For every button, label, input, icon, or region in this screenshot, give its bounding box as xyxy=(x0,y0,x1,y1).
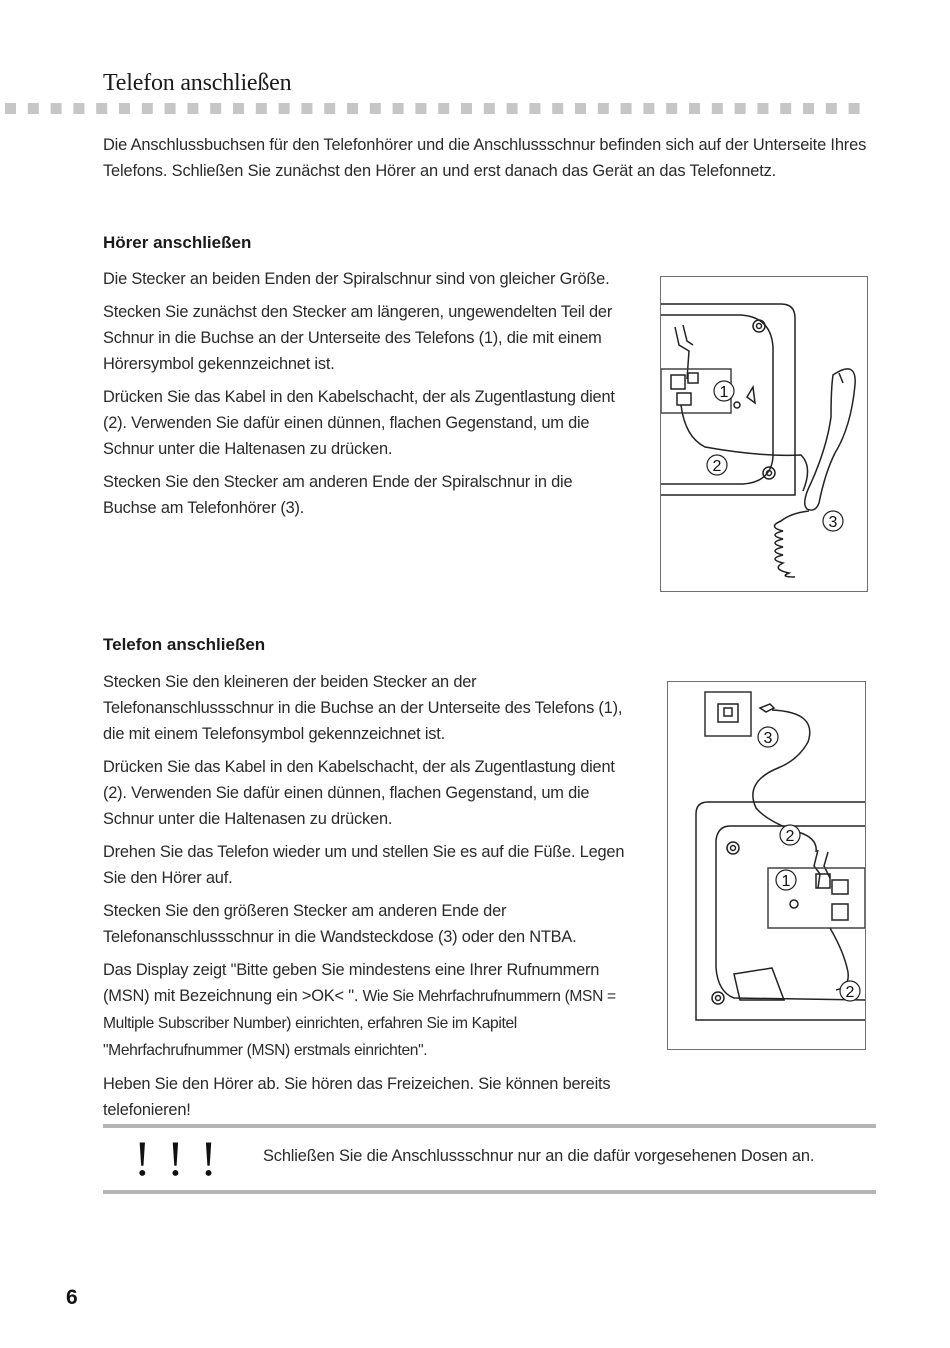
separator-square xyxy=(51,103,62,114)
figure-label-jack: 1 xyxy=(781,873,791,890)
handset-connection-figure xyxy=(660,276,868,592)
separator-square xyxy=(529,103,540,114)
separator-square xyxy=(256,103,267,114)
phone-paragraph-5 xyxy=(103,957,633,1064)
handset-paragraph-4: Stecken Sie den Stecker am anderen Ende der Spiralschnur in die Buchse am Telefonhörer (3). xyxy=(103,473,573,517)
warning-exclamation-icon: ! ! ! xyxy=(134,1130,219,1186)
phone-paragraph-4: Stecken Sie den größeren Stecker am anderen Ende der Telefonanschlussschnur in die Wandsteckdose (3) oder den NTBA. xyxy=(103,902,577,946)
separator-square xyxy=(507,103,518,114)
section-heading-handset: Hörer anschließen xyxy=(103,233,252,252)
separator-square xyxy=(461,103,472,114)
section-phone-text xyxy=(103,669,633,1130)
figure-label-3: 3 xyxy=(828,514,838,531)
separator-square xyxy=(393,103,404,114)
separator-square xyxy=(96,103,107,114)
separator-square xyxy=(324,103,335,114)
phone-paragraph-1: Stecken Sie den kleineren der beiden Stecker an der Telefonanschlussschnur in die Buchse an der Unterseite des Telefons (1), die mit einem Telefonsymbol gekennzeichnet ist. xyxy=(103,673,623,743)
intro-paragraph: Die Anschlussbuchsen für den Telefonhörer und die Anschlussschnur befinden sich auf der Unterseite Ihres Telefons. Schließen Sie zunächst den Hörer an und erst danach das Gerät an das Telefonnetz. xyxy=(103,136,867,180)
separator-square xyxy=(142,103,153,114)
separator-square xyxy=(165,103,176,114)
separator-square xyxy=(552,103,563,114)
phone-paragraph-2: Drücken Sie das Kabel in den Kabelschacht, der als Zugentlastung dient (2). Verwenden Sie dafür einen dünnen, flachen Gegenstand, um die Schnur unter die Haltenasen zu drücken. xyxy=(103,758,615,828)
separator-square xyxy=(347,103,358,114)
handset-paragraph-2: Stecken Sie zunächst den Stecker am längeren, ungewendelten Teil der Schnur in die Buchse an der Unterseite des Telefons (1), die mit einem Hörersymbol gekennzeichnet ist. xyxy=(103,303,613,373)
notice-rule-top xyxy=(103,1124,876,1128)
separator-square xyxy=(803,103,814,114)
section-handset-text xyxy=(103,266,628,528)
separator-square xyxy=(666,103,677,114)
figure-label-socket: 3 xyxy=(763,730,773,747)
figure-label-channel-top: 2 xyxy=(785,828,795,845)
separator-square xyxy=(780,103,791,114)
separator-square xyxy=(575,103,586,114)
handset-illustration xyxy=(661,277,867,591)
phone-paragraph-6: Heben Sie den Hörer ab. Sie hören das Freizeichen. Sie können bereits telefonieren! xyxy=(103,1075,611,1119)
separator-square xyxy=(484,103,495,114)
separator-square xyxy=(689,103,700,114)
separator-square xyxy=(5,103,16,114)
figure-label-1: 1 xyxy=(719,384,729,401)
separator-square xyxy=(28,103,39,114)
phone-illustration xyxy=(668,682,865,1049)
figure-label-channel-bottom: 2 xyxy=(845,984,855,1001)
page-number: 6 xyxy=(66,1286,78,1309)
separator-square xyxy=(712,103,723,114)
separator-square xyxy=(301,103,312,114)
separator-square xyxy=(643,103,654,114)
separator-square xyxy=(233,103,244,114)
handset-paragraph-3: Drücken Sie das Kabel in den Kabelschacht, der als Zugentlastung dient (2). Verwenden Sie dafür einen dünnen, flachen Gegenstand, um die Schnur unter die Haltenasen zu drücken. xyxy=(103,388,615,458)
page-title: Telefon anschließen xyxy=(103,70,292,96)
separator-square xyxy=(849,103,860,114)
separator-square xyxy=(438,103,449,114)
separator-square xyxy=(598,103,609,114)
section-heading-phone: Telefon anschließen xyxy=(103,635,266,654)
separator-squares xyxy=(5,103,860,114)
separator-square xyxy=(415,103,426,114)
separator-square xyxy=(826,103,837,114)
separator-square xyxy=(370,103,381,114)
figure-label-2: 2 xyxy=(712,458,722,475)
separator-square xyxy=(210,103,221,114)
dotted-separator xyxy=(5,103,865,115)
phone-connection-figure xyxy=(667,681,866,1050)
phone-paragraph-3: Drehen Sie das Telefon wieder um und stellen Sie es auf die Füße. Legen Sie den Hörer auf. xyxy=(103,843,625,887)
separator-square xyxy=(757,103,768,114)
separator-square xyxy=(119,103,130,114)
handset-paragraph-1: Die Stecker an beiden Enden der Spiralschnur sind von gleicher Größe. xyxy=(103,270,610,288)
separator-square xyxy=(621,103,632,114)
separator-square xyxy=(735,103,746,114)
separator-square xyxy=(73,103,84,114)
notice-rule-bottom xyxy=(103,1190,876,1194)
separator-square xyxy=(279,103,290,114)
display-note-b: Wie Sie Mehrfachrufnummern (MSN = Multiple Subscriber Number) einrichten, erfahren Sie im Kapitel "Mehrfachrufnummer (MSN) erstmals einrichten". xyxy=(103,988,616,1059)
display-note-a: Das Display zeigt "Bitte geben Sie mindestens eine Ihrer Rufnummern (MSN) mit Bezeichnung ein >OK< ". xyxy=(103,961,600,1005)
notice-text: Schließen Sie die Anschlussschnur nur an die dafür vorgesehenen Dosen an. xyxy=(263,1147,815,1165)
separator-square xyxy=(187,103,198,114)
